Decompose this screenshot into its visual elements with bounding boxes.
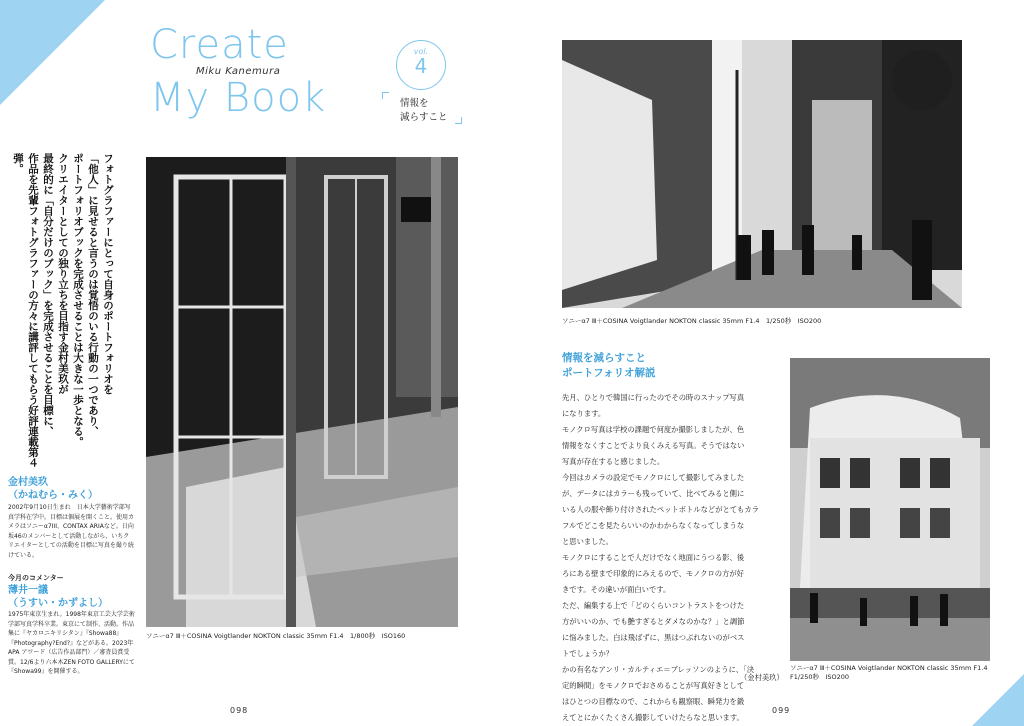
- photo-building: [790, 358, 990, 661]
- article-line: 方がいいのか、でも艶すぎるとダメなのかな？」と調節: [562, 617, 745, 626]
- commentator-name-block: [8, 584, 108, 610]
- title-line-1: Create: [150, 22, 289, 68]
- vol-word: vol.: [413, 47, 429, 56]
- corner-decoration-top-left: [0, 0, 105, 105]
- article-line: 情報をなくすことでより良くみえる写真。そうではない: [562, 441, 745, 450]
- caption-left-photo: ソニーα7 Ⅲ＋COSINA Voigtlander NOKTON classic 35mm F1.4 1/800秒 ISO160: [146, 632, 406, 640]
- article-line: と思いました。: [562, 537, 614, 546]
- article-heading-line-2: ポートフォリオ解説: [562, 367, 656, 379]
- photo-street: [562, 40, 962, 308]
- subtitle: 情報を 減らすこと: [400, 98, 448, 123]
- bio-name-block: [8, 476, 98, 502]
- vol-badge: [396, 40, 446, 90]
- bio-name: 金村美玖: [8, 477, 48, 488]
- author-name-en: Miku Kanemura: [196, 66, 281, 77]
- article-heading-line-1: 情報を減らすこと: [562, 352, 646, 364]
- article-line: ただ、編集する上で「どのくらいコントラストをつけた: [562, 601, 745, 610]
- article-line: フルでどこを見たらいいのかわからなくなってしまうな: [562, 521, 745, 530]
- bio-text: 2002年9月10日生まれ 日本大学藝術学部写真学科在学中。目標は個展を開くこと。使用カメラはソニーα7III、CONTAX ARIAなど。日向坂46のメンバーとして活動しながら、いちクリエイターとしての活動を目標に写真を撮り続けている。: [8, 504, 135, 559]
- article-line: 定的瞬間」をモノクロでおさめることが写真好きとして: [562, 681, 745, 690]
- title-line-2: My Book: [150, 75, 327, 121]
- article-line: いる人の服や飾り付けされたペットボトルなどがとてもカラ: [562, 505, 760, 514]
- article-line: ろにある壁まで印象的にみえるので、モノクロの方が好: [562, 569, 744, 578]
- article-line: が、データにはカラーも残っていて、比べてみると側に: [562, 489, 745, 498]
- article-line: はひとつの目標なので、これからも観察眼、瞬発力を鍛: [562, 697, 745, 706]
- article-line: に悩みました。白は飛ばずに、黒はつぶれないのがベス: [562, 633, 745, 642]
- page-number-left: 098: [230, 706, 249, 715]
- photo-doorway-image: [146, 157, 458, 627]
- article-line: かの有名なアンリ・カルティエ＝ブレッソンのように、「決: [562, 665, 755, 674]
- caption-bottom-right-line-2: F1/250秒 ISO200: [790, 673, 850, 681]
- commentator-reading: （うすい・かずよし）: [8, 598, 108, 609]
- article-line: きです。その違いが面白いです。: [562, 585, 671, 594]
- article-line: 先月、ひとりで韓国に行ったのでその時のスナップ写真: [562, 393, 745, 402]
- caption-top-right-photo: ソニーα7 Ⅲ＋COSINA Voigtlander NOKTON classic 35mm F1.4 1/250秒 ISO200: [562, 317, 822, 325]
- article-line: えてとにかくたくさん撮影していけたらなと思います。: [562, 713, 744, 722]
- article-line: モノクロにすることで人だけでなく地面にうつる影、後: [562, 553, 745, 562]
- article-line: 写真が存在すると感じました。: [562, 457, 665, 466]
- caption-bottom-right-photo: [790, 664, 988, 682]
- article-line: トでしょうか？: [562, 649, 614, 658]
- caption-bottom-right-line-1: ソニーα7 Ⅲ＋COSINA Voigtlander NOKTON classic 35mm F1.4: [790, 664, 988, 672]
- vol-number: 4: [414, 54, 428, 78]
- commentator-text: 1975年東京生まれ。1998年東京工芸大学芸術学部写真学科卒業。東京にて制作、活動。作品集に『ヤカロニキリシタン』『Showa88』『Photography?End?』などがある。2023年APA アワード（広告作品部門）／審査員賞受賞。12/6より六本木ZEN FOTO GALLERYにて『Showa99』を開催する。: [8, 611, 135, 675]
- article-line: モノクロ写真は学校の課題で何度か撮影しましたが、色: [562, 425, 745, 434]
- article-heading: [562, 351, 656, 381]
- photo-building-image: [790, 358, 990, 661]
- page-number-right: 099: [772, 706, 791, 715]
- article-line: 今回はカメラの設定でモノクロにして撮影してみました: [562, 473, 745, 482]
- commentator-name: 薄井一議: [8, 585, 48, 596]
- intro-vertical-text: フォトグラファーにとって自身のポートフォリオを 「他人」に見せると言うのは覚悟のいる行動の一つであり、 ポートフォリオブックを完成させることは大きな一歩となる。 クリエイターとしての独り立ちを目指す金村美玖が 最終的に「自分だけのブック」を完成させることを目標に、 作品を先輩フォトグラファーの方々に講評してもらう好評連載第４弾。: [12, 153, 114, 468]
- bio-reading: （かねむら・みく）: [8, 490, 98, 501]
- photo-street-image: [562, 40, 962, 308]
- article-line: になります。: [562, 409, 606, 418]
- photo-doorway: [146, 157, 458, 627]
- article-signature: （金村美玖）: [740, 673, 784, 682]
- commentator-label: 今月のコメンター: [8, 574, 64, 582]
